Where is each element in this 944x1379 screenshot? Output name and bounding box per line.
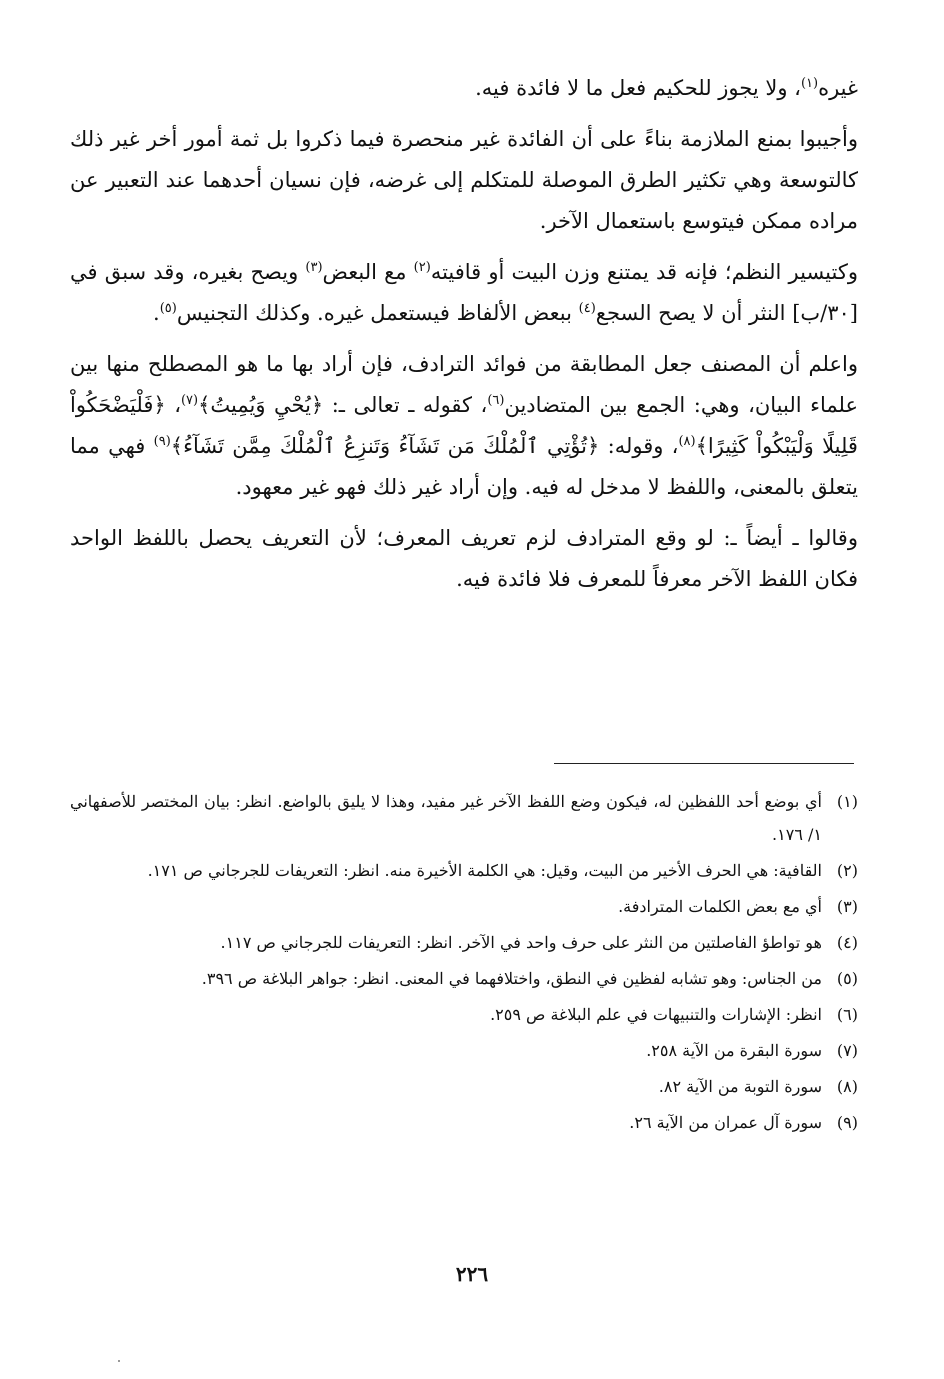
footnotes — [70, 785, 858, 1142]
paragraph-text: مع البعض — [322, 260, 414, 284]
paragraph-text: ، ولا يجوز للحكيم فعل ما لا فائدة فيه. — [475, 76, 801, 100]
footnote — [70, 854, 858, 887]
quran-verse: ، ﴿فَلْيَضْحَكُواْ قَلِيلًا وَلْيَبْكُواْ كَثِيرًا﴾ — [70, 393, 858, 458]
footnote-divider — [554, 763, 854, 764]
footnote-ref: (٤) — [578, 301, 596, 316]
quran-verse: ، وقوله: ﴿تُؤْتِي ٱلْمُلْكَ مَن تَشَآءُ وَتَنزِعُ ٱلْمُلْكَ مِمَّن تَشَآءُ﴾ — [170, 434, 679, 458]
footnote — [70, 890, 858, 923]
footnote — [70, 998, 858, 1031]
paragraph-text: غيره — [818, 76, 858, 100]
paragraph-1 — [70, 68, 858, 109]
footnote-ref: (٣) — [305, 260, 323, 275]
footnote-number: (٦) — [836, 1005, 858, 1024]
footnote-number: (٢) — [836, 861, 858, 880]
paragraph-4 — [70, 344, 858, 508]
footnote-text: سورة آل عمران من الآية ٢٦. — [629, 1113, 822, 1132]
paragraph-text: وكتيسير النظم؛ فإنه قد يمتنع وزن البيت أو قافيته — [430, 260, 858, 284]
footnote-text: أي مع بعض الكلمات المترادفة. — [618, 897, 822, 916]
footnote — [70, 1106, 858, 1139]
paragraph-text: واعلم أن المصنف جعل المطابقة من فوائد الترادف، فإن أراد بها ما هو المصطلح منها بين علماء البيان، وهي: الجمع بين المتضادين — [70, 352, 858, 417]
paragraph-text: فهي مما يتعلق بالمعنى، واللفظ لا مدخل له فيه. وإن أراد غير ذلك فهو غير معهود. — [70, 434, 858, 499]
footnote-ref: (٨) — [678, 434, 696, 449]
paragraph-text: ويصح بغيره، وقد سبق في [٣٠/ب] النثر أن لا يصح السجع — [70, 260, 858, 325]
footnote-text: انظر: الإشارات والتنبيهات في علم البلاغة ص ٢٥٩. — [490, 1005, 822, 1024]
paragraph-text: وقالوا ـ أيضاً ـ: لو وقع المترادف لزم تعريف المعرف؛ لأن التعريف يحصل باللفظ الواحد فكان اللفظ الآخر معرفاً للمعرف فلا فائدة فيه. — [70, 526, 858, 591]
paragraph-2 — [70, 119, 858, 242]
footnote-number: (٩) — [836, 1113, 858, 1132]
footnote-ref: (٥) — [159, 301, 177, 316]
page-number: ٢٢٦ — [455, 1262, 489, 1286]
footnote-ref: (١) — [800, 76, 819, 91]
paragraph-text: وأجيبوا بمنع الملازمة بناءً على أن الفائدة غير منحصرة فيما ذكروا بل ثمة أمور أخر غير ذلك كالتوسعة وهي تكثير الطرق الموصلة للمتكلم إلى غرضه، فإن نسيان أحدهما عند التعبير عن مراده ممكن فيتوسع باستعمال الآخر. — [70, 127, 858, 233]
main-text — [70, 68, 858, 600]
footnote-number: (٣) — [836, 897, 858, 916]
footnote-text: من الجناس: وهو تشابه لفظين في النطق، واختلافهما في المعنى. انظر: جواهر البلاغة ص ٣٩٦. — [201, 969, 822, 988]
paragraph-5 — [70, 518, 858, 600]
quran-verse: ، كقوله ـ تعالى ـ: ﴿يُحْيِ وَيُمِيتُ﴾ — [198, 393, 488, 417]
scan-speck — [118, 1360, 120, 1362]
footnote — [70, 962, 858, 995]
paragraph-text: . — [153, 301, 160, 325]
footnote-ref: (٩) — [153, 434, 171, 449]
footnote — [70, 785, 858, 851]
footnote-ref: (٢) — [413, 260, 431, 275]
footnote-text: أي بوضع أحد اللفظين له، فيكون وضع اللفظ الآخر غير مفيد، وهذا لا يليق بالواضع. انظر: بيان المختصر للأصفهاني ١/ ١٧٦. — [70, 792, 823, 844]
footnote-text: القافية: هي الحرف الأخير من البيت، وقيل: هي الكلمة الأخيرة منه. انظر: التعريفات للجرجاني ص ١٧١. — [147, 861, 822, 880]
footnote — [70, 1070, 858, 1103]
footnote-number: (٨) — [836, 1077, 858, 1096]
footnote-text: هو تواطؤ الفاصلتين من النثر على حرف واحد في الآخر. انظر: التعريفات للجرجاني ص ١١٧. — [220, 933, 822, 952]
footnote-number: (٥) — [836, 969, 858, 988]
footnote-text: سورة البقرة من الآية ٢٥٨. — [646, 1041, 822, 1060]
footnote-ref: (٦) — [487, 393, 505, 408]
footnote-text: سورة التوبة من الآية ٨٢. — [658, 1077, 822, 1096]
footnote-number: (٤) — [836, 933, 858, 952]
footnote — [70, 926, 858, 959]
paragraph-text: ببعض الألفاظ فيستعمل غيره. وكذلك التجنيس — [176, 301, 579, 325]
footnote-number: (١) — [836, 792, 858, 811]
footnote — [70, 1034, 858, 1067]
footnote-number: (٧) — [836, 1041, 858, 1060]
footnote-ref: (٧) — [180, 393, 199, 408]
paragraph-3 — [70, 252, 858, 334]
